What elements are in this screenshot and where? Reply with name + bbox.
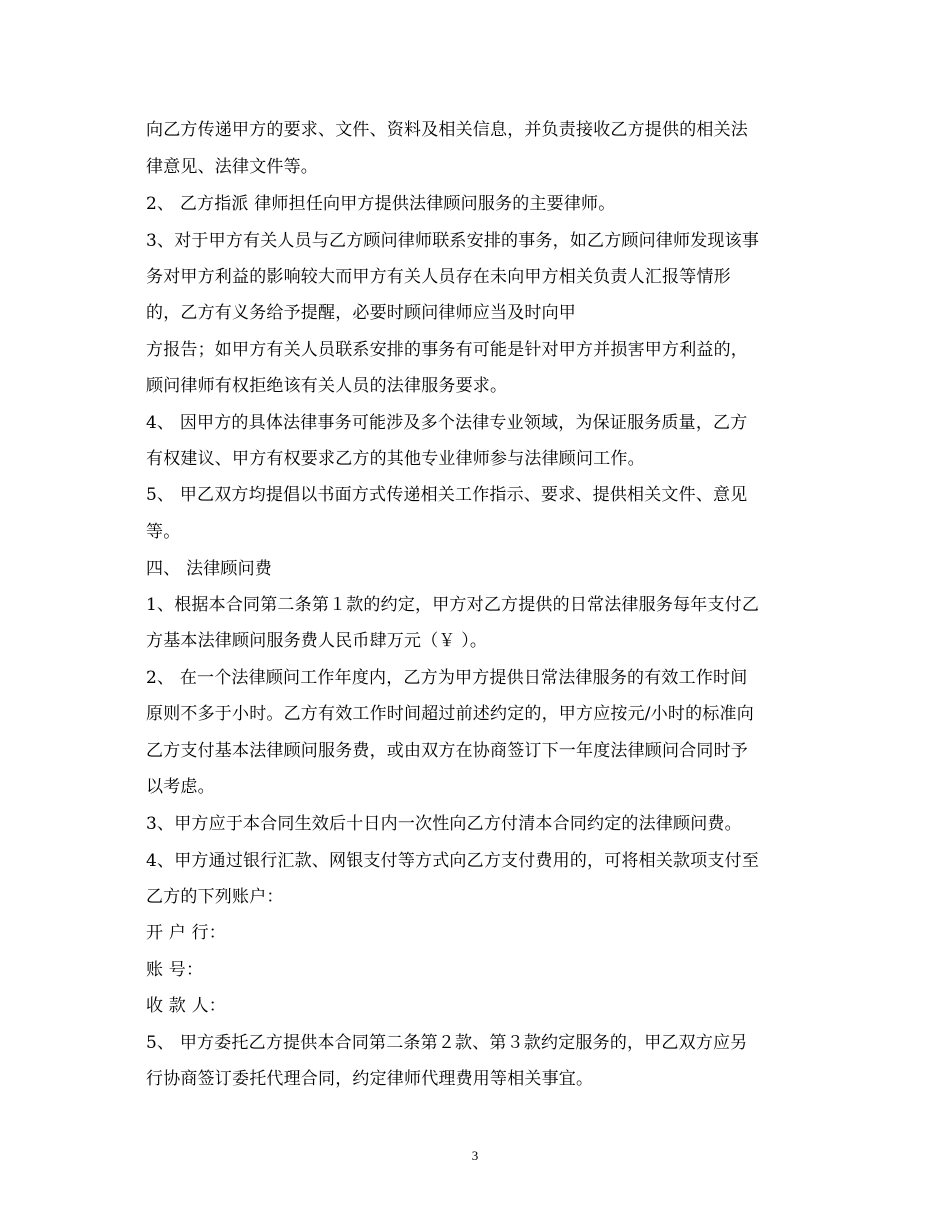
- text-line: 原则不多于小时。乙方有效工作时间超过前述约定的，甲方应按元/小时的标准向: [146, 704, 754, 724]
- text-line: 3、对于甲方有关人员与乙方顾问律师联系安排的事务，如乙方顾问律师发现该事: [146, 231, 760, 251]
- text-line: 5、 甲乙双方均提倡以书面方式传递相关工作指示、要求、提供相关文件、意见: [146, 485, 748, 505]
- page-number: 3: [471, 1148, 479, 1163]
- text-line: 乙方支付基本法律顾问服务费，或由双方在协商签订下一年度法律顾问合同时予: [146, 741, 748, 761]
- text-line: 5、 甲方委托乙方提供本合同第二条第２款、第３款约定服务的，甲乙双方应另: [146, 1033, 748, 1053]
- text-line: 4、甲方通过银行汇款、网银支付等方式向乙方支付费用的，可将相关款项支付至: [146, 851, 760, 871]
- text-line: 的，乙方有义务给予提醒，必要时顾问律师应当及时向甲: [146, 303, 576, 323]
- text-line: 4、 因甲方的具体法律事务可能涉及多个法律专业领域，为保证服务质量，乙方: [146, 413, 748, 433]
- payee-field-label: 收 款 人：: [146, 996, 227, 1016]
- text-line: 等。: [146, 522, 181, 542]
- text-line: 方基本法律顾问服务费人民币肆万元（￥ ）。: [146, 631, 488, 651]
- bank-field-label: 开 户 行：: [146, 923, 227, 943]
- text-line: 2、 乙方指派 律师担任向甲方提供法律顾问服务的主要律师。: [146, 194, 616, 214]
- text-line: 务对甲方利益的影响较大而甲方有关人员存在未向甲方相关负责人汇报等情形: [146, 267, 731, 287]
- text-line: 3、甲方应于本合同生效后十日内一次性向乙方付清本合同约定的法律顾问费。: [146, 814, 742, 834]
- text-line: 1、根据本合同第二条第１款的约定，甲方对乙方提供的日常法律服务每年支付乙: [146, 595, 760, 615]
- section-heading: 四、 法律顾问费: [146, 559, 273, 579]
- text-line: 方报告；如甲方有关人员联系安排的事务有可能是针对甲方并损害甲方利益的，: [146, 340, 748, 360]
- text-line: 顾问律师有权拒绝该有关人员的法律服务要求。: [146, 376, 508, 396]
- text-line: 乙方的下列账户：: [146, 887, 284, 907]
- account-field-label: 账 号：: [146, 960, 204, 980]
- text-line: 向乙方传递甲方的要求、文件、资料及相关信息，并负责接收乙方提供的相关法: [146, 120, 748, 140]
- text-line: 行协商签订委托代理合同，约定律师代理费用等相关事宜。: [146, 1069, 594, 1089]
- text-line: 以考虑。: [146, 777, 215, 797]
- text-line: 有权建议、甲方有权要求乙方的其他专业律师参与法律顾问工作。: [146, 449, 645, 469]
- text-line: 律意见、法律文件等。: [146, 157, 318, 177]
- text-line: 2、 在一个法律顾问工作年度内，乙方为甲方提供日常法律服务的有效工作时间: [146, 668, 748, 688]
